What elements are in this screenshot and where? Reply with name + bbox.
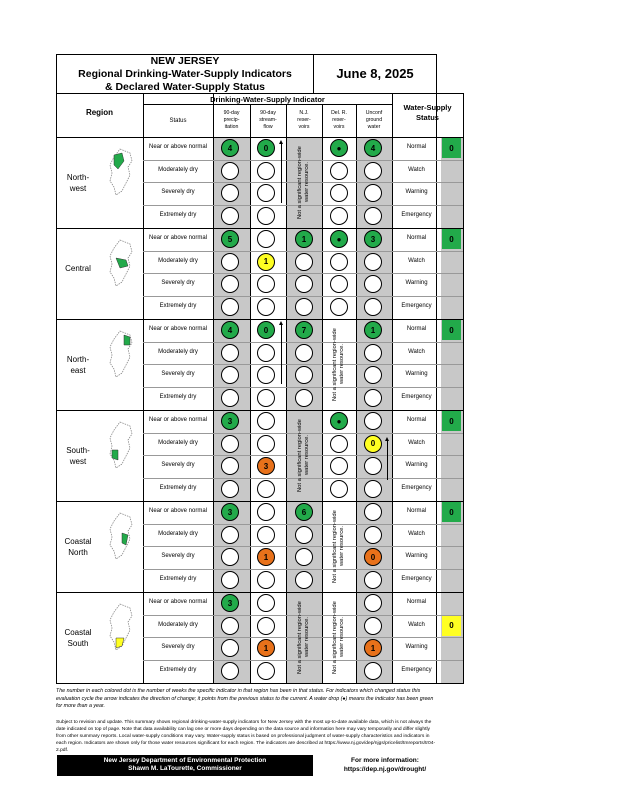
region-name-line: west	[69, 184, 87, 193]
precip-indicator-dot: 3	[221, 412, 239, 430]
precip-indicator-dot	[221, 639, 239, 657]
precip-indicator-dot	[221, 571, 239, 589]
ws-label: Emergency	[401, 484, 432, 491]
gw-indicator-dot: 1	[364, 639, 382, 657]
not-significant-label: Not a significant region-wide water resource.	[332, 328, 345, 401]
stream-indicator-dot	[257, 298, 275, 316]
gw-indicator-dot: 4	[364, 139, 382, 157]
row-divider	[143, 546, 463, 547]
not-significant-label: Not a significant region-wide water resource.	[297, 146, 310, 219]
region-name	[56, 536, 100, 558]
ws-status-value: 0	[442, 320, 461, 340]
precip-indicator-dot	[221, 548, 239, 566]
gw-indicator-dot	[364, 207, 382, 225]
ws-label: Watch	[408, 439, 425, 446]
stream-indicator-dot	[257, 435, 275, 453]
row-divider	[143, 342, 463, 343]
stream-indicator-dot: 1	[257, 548, 275, 566]
region-name	[56, 263, 100, 274]
del-indicator-dot: ●	[330, 412, 348, 430]
del-indicator-dot	[330, 457, 348, 475]
nj-indicator-dot	[295, 571, 313, 589]
header-line: 90-day	[223, 110, 240, 116]
precip-indicator-dot	[221, 435, 239, 453]
stream-indicator-dot	[257, 526, 275, 544]
ws-label: Watch	[408, 166, 425, 173]
stream-indicator-dot	[257, 571, 275, 589]
region-map-icon	[106, 147, 140, 197]
header-line: N.J.	[299, 110, 309, 116]
row-divider	[143, 569, 463, 570]
divider	[56, 137, 463, 138]
status-label: Moderately dry	[158, 257, 198, 264]
header-line: reser-	[297, 117, 311, 123]
status-label: Severely dry	[161, 280, 195, 286]
gw-indicator-dot	[364, 298, 382, 316]
header-line: 90-day	[260, 110, 276, 116]
stream-indicator-dot	[257, 617, 275, 635]
region-map-icon	[106, 329, 140, 379]
agency-name: New Jersey Department of Environmental Protection	[103, 757, 267, 764]
status-label: Near or above normal	[148, 326, 208, 332]
status-label: Severely dry	[161, 644, 195, 650]
status-label: Extremely dry	[159, 302, 197, 309]
header-line: precip-	[223, 117, 240, 123]
gw-indicator-dot	[364, 526, 382, 544]
gw-indicator-dot	[364, 275, 382, 293]
ws-label: Warning	[405, 280, 428, 286]
precip-indicator-dot	[221, 253, 239, 271]
region-name-line: South	[67, 639, 89, 648]
precip-indicator-dot	[221, 480, 239, 498]
precip-indicator-dot	[221, 184, 239, 202]
header-line: Status	[416, 113, 439, 122]
row-divider	[143, 524, 463, 525]
region-name-line: Coastal	[64, 628, 92, 637]
ws-label: Emergency	[401, 666, 432, 673]
ws-label: Warning	[405, 553, 428, 559]
del-indicator-dot	[330, 207, 348, 225]
nj-header	[286, 110, 322, 131]
stream-indicator-dot	[257, 503, 275, 521]
precip-indicator-dot	[221, 344, 239, 362]
status-label: Near or above normal	[148, 508, 208, 514]
status-label: Extremely dry	[159, 575, 197, 582]
gw-indicator-dot	[364, 162, 382, 180]
gw-indicator-dot	[364, 184, 382, 202]
ws-label: Normal	[406, 144, 427, 150]
nj-indicator-dot: 1	[295, 230, 313, 248]
status-label: Near or above normal	[148, 417, 208, 423]
region-map-icon	[106, 511, 140, 561]
region-divider	[56, 410, 463, 411]
divider	[463, 93, 464, 684]
gw-indicator-dot: 0	[364, 548, 382, 566]
nj-indicator-dot	[295, 526, 313, 544]
region-name-line: South-	[66, 446, 90, 455]
ws-label: Emergency	[401, 575, 432, 582]
gw-indicator-dot	[364, 253, 382, 271]
status-label: Near or above normal	[148, 235, 208, 241]
stream-indicator-dot: 1	[257, 253, 275, 271]
ws-label: Normal	[406, 599, 427, 605]
divider	[322, 104, 323, 684]
status-label: Moderately dry	[158, 621, 198, 628]
del-indicator-dot	[330, 298, 348, 316]
ws-label: Normal	[406, 326, 427, 332]
gw-indicator-dot	[364, 503, 382, 521]
precip-indicator-dot	[221, 298, 239, 316]
region-name-line: Central	[65, 264, 91, 273]
divider	[286, 104, 287, 684]
precip-indicator-dot	[221, 162, 239, 180]
status-label: Severely dry	[161, 371, 195, 377]
gw-change-arrow	[387, 440, 388, 480]
stream-indicator-dot	[257, 184, 275, 202]
status-header: Status	[169, 118, 187, 124]
del-indicator-dot	[330, 162, 348, 180]
not-significant-label: Not a significant region-wide water resource.	[332, 601, 345, 674]
agency-box	[57, 755, 313, 776]
region-map-icon	[106, 420, 140, 470]
ws-label: Emergency	[401, 302, 432, 309]
not-significant-label: Not a significant region-wide water resource.	[297, 601, 310, 674]
status-label: Severely dry	[161, 462, 195, 468]
stream-indicator-dot: 0	[257, 139, 275, 157]
status-label: Moderately dry	[158, 166, 198, 173]
ws-label: Watch	[408, 621, 425, 628]
ws-status-value: 0	[442, 229, 461, 249]
header-line: voirs	[298, 124, 310, 130]
region-divider	[56, 501, 463, 502]
del-indicator-dot	[330, 480, 348, 498]
nj-indicator-dot	[295, 298, 313, 316]
ws-label: Warning	[405, 462, 428, 468]
region-name-line: east	[70, 366, 86, 375]
stream-change-arrow-head	[279, 140, 283, 144]
gw-change-arrow-head	[385, 437, 389, 441]
gw-indicator-dot	[364, 662, 382, 680]
gw-indicator-dot	[364, 594, 382, 612]
stream-indicator-dot	[257, 412, 275, 430]
row-divider	[143, 251, 463, 252]
ws-label: Normal	[406, 508, 427, 514]
stream-indicator-dot: 0	[257, 321, 275, 339]
gw-indicator-dot	[364, 480, 382, 498]
stream-indicator-dot	[257, 230, 275, 248]
precip-indicator-dot	[221, 526, 239, 544]
not-significant-label: Not a significant region-wide water resource.	[297, 419, 310, 492]
status-label: Severely dry	[161, 189, 195, 195]
gw-indicator-dot: 3	[364, 230, 382, 248]
nj-indicator-dot	[295, 253, 313, 271]
precip-indicator-dot: 5	[221, 230, 239, 248]
gw-indicator-dot	[364, 344, 382, 362]
precip-header	[213, 110, 250, 131]
region-map-icon	[106, 602, 140, 652]
row-divider	[143, 296, 463, 297]
header-line: ground	[365, 117, 383, 123]
stream-indicator-dot: 1	[257, 639, 275, 657]
region-name	[56, 627, 100, 649]
status-label: Extremely dry	[159, 211, 197, 218]
gw-indicator-dot: 1	[364, 321, 382, 339]
status-label: Extremely dry	[159, 484, 197, 491]
ws-status-value: 0	[442, 616, 461, 636]
gw-header	[356, 110, 392, 131]
region-name	[56, 172, 100, 194]
row-divider	[143, 364, 463, 365]
header-line: voirs	[333, 124, 345, 130]
ws-label: Watch	[408, 348, 425, 355]
ws-label: Normal	[406, 417, 427, 423]
ws-label: Warning	[405, 189, 428, 195]
stream-indicator-dot	[257, 662, 275, 680]
stream-indicator-dot	[257, 162, 275, 180]
region-name-line: North-	[66, 173, 90, 182]
stream-change-arrow-head	[279, 321, 283, 325]
stream-indicator-dot	[257, 389, 275, 407]
stream-indicator-dot	[257, 344, 275, 362]
del-indicator-dot	[330, 275, 348, 293]
stream-change-arrow	[281, 324, 282, 384]
divider	[250, 104, 251, 684]
precip-indicator-dot	[221, 207, 239, 225]
ws-label: Warning	[405, 644, 428, 650]
region-name	[56, 354, 100, 376]
del-indicator-dot	[330, 184, 348, 202]
nj-indicator-dot	[295, 275, 313, 293]
header-line: reser-	[332, 117, 346, 123]
stream-indicator-dot: 3	[257, 457, 275, 475]
status-label: Extremely dry	[159, 393, 197, 400]
indicator-header: Drinking-Water-Supply Indicator	[210, 95, 325, 104]
not-significant-label: Not a significant region-wide water resource.	[332, 510, 345, 583]
row-divider	[143, 387, 463, 388]
region-name	[56, 445, 100, 467]
gw-indicator-dot	[364, 389, 382, 407]
stream-indicator-dot	[257, 480, 275, 498]
gw-indicator-dot	[364, 366, 382, 384]
header-line: stream-	[259, 117, 277, 123]
region-divider	[56, 319, 463, 320]
gw-indicator-dot	[364, 457, 382, 475]
status-label: Moderately dry	[158, 348, 198, 355]
divider	[143, 104, 392, 105]
header-title: NEW JERSEY Regional Drinking-Water-Supply Indicators & Declared Water-Supply Status	[78, 55, 292, 93]
gw-indicator-dot: 0	[364, 435, 382, 453]
gw-indicator-dot	[364, 617, 382, 635]
del-indicator-dot	[330, 435, 348, 453]
del-indicator-dot: ●	[330, 139, 348, 157]
ws-label: Watch	[408, 257, 425, 264]
nj-indicator-dot	[295, 389, 313, 407]
precip-indicator-dot	[221, 617, 239, 635]
row-divider	[143, 273, 463, 274]
nj-indicator-dot: 6	[295, 503, 313, 521]
ws-status-header	[392, 103, 463, 123]
ws-label: Normal	[406, 235, 427, 241]
ws-label: Warning	[405, 371, 428, 377]
divider	[392, 93, 463, 94]
precip-indicator-dot: 4	[221, 139, 239, 157]
header-line: water	[367, 124, 381, 130]
header-line: Unconf	[365, 110, 383, 116]
disclaimer: Subject to revision and update. This summary shows regional drinking-water-supply indicators for New Jersey with the most up-to-date available data, which is not always the date indicated on top of page. Note that data availability can lag one or more days depending on the data source and information here may vary temporarily and differ slightly from other summary reports. Local water-supply conditions may vary. Water-supply status is based on professional judgment of water-supply characteristics and indicators in each region. Indicators are shown only for those water resources significant for each region. The indicators are described at https://www.nj.gov/dep/njgs/pricelist/tmreports/tr04-2.pdf.	[56, 720, 436, 753]
precip-indicator-dot	[221, 389, 239, 407]
report-date: June 8, 2025	[336, 66, 414, 81]
stream-header	[250, 110, 286, 131]
nj-indicator-dot	[295, 366, 313, 384]
header-line: Water-Supply	[403, 103, 452, 112]
nj-indicator-dot: 7	[295, 321, 313, 339]
region-name-line: west	[69, 457, 87, 466]
ws-label: Emergency	[401, 211, 432, 218]
region-name-line: North-	[66, 355, 90, 364]
region-header: Region	[85, 108, 114, 117]
ws-status-value: 0	[442, 138, 461, 158]
stream-indicator-dot	[257, 275, 275, 293]
status-label: Extremely dry	[159, 666, 197, 673]
gw-indicator-dot	[364, 412, 382, 430]
del-indicator-dot: ●	[330, 230, 348, 248]
precip-indicator-dot: 3	[221, 594, 239, 612]
precip-indicator-dot: 3	[221, 503, 239, 521]
header-line: flow	[263, 124, 273, 130]
status-label: Near or above normal	[148, 144, 208, 150]
ws-status-value: 0	[442, 411, 461, 431]
precip-indicator-dot: 4	[221, 321, 239, 339]
precip-indicator-dot	[221, 662, 239, 680]
more-info: For more information: https://dep.nj.gov/drought/	[333, 756, 437, 774]
del-header	[322, 110, 356, 131]
drought-link[interactable]: https://dep.nj.gov/drought/	[343, 766, 427, 773]
legend-note: The number in each colored dot is the number of weeks the specific indicator in that region has been in that status. For indicators which changed status this evaluation cycle the arrow indicates the direction of change; it points from the previous status to the current. A water drop (●) means the indicator has been green for more than a year.	[56, 688, 434, 709]
header-line: Del. R.	[331, 110, 347, 116]
region-divider	[56, 592, 463, 593]
precip-indicator-dot	[221, 457, 239, 475]
stream-indicator-dot	[257, 366, 275, 384]
region-map-icon	[106, 238, 140, 288]
status-label: Severely dry	[161, 553, 195, 559]
divider	[56, 93, 437, 94]
stream-change-arrow	[281, 143, 282, 203]
status-label: Moderately dry	[158, 439, 198, 446]
ws-label: Emergency	[401, 393, 432, 400]
nj-indicator-dot	[295, 344, 313, 362]
precip-indicator-dot	[221, 275, 239, 293]
region-name-line: North	[68, 548, 88, 557]
region-name-line: Coastal	[64, 537, 92, 546]
nj-indicator-dot	[295, 548, 313, 566]
del-indicator-dot	[330, 253, 348, 271]
ws-label: Watch	[408, 530, 425, 537]
stream-indicator-dot	[257, 594, 275, 612]
gw-indicator-dot	[364, 571, 382, 589]
status-label: Moderately dry	[158, 530, 198, 537]
header-line: itation	[224, 124, 239, 130]
precip-indicator-dot	[221, 366, 239, 384]
region-divider	[56, 228, 463, 229]
ws-status-value: 0	[442, 502, 461, 522]
commissioner-name: Shawn M. LaTourette, Commissioner	[128, 765, 242, 772]
stream-indicator-dot	[257, 207, 275, 225]
divider	[56, 683, 463, 684]
status-label: Near or above normal	[148, 599, 208, 605]
divider	[356, 104, 357, 684]
